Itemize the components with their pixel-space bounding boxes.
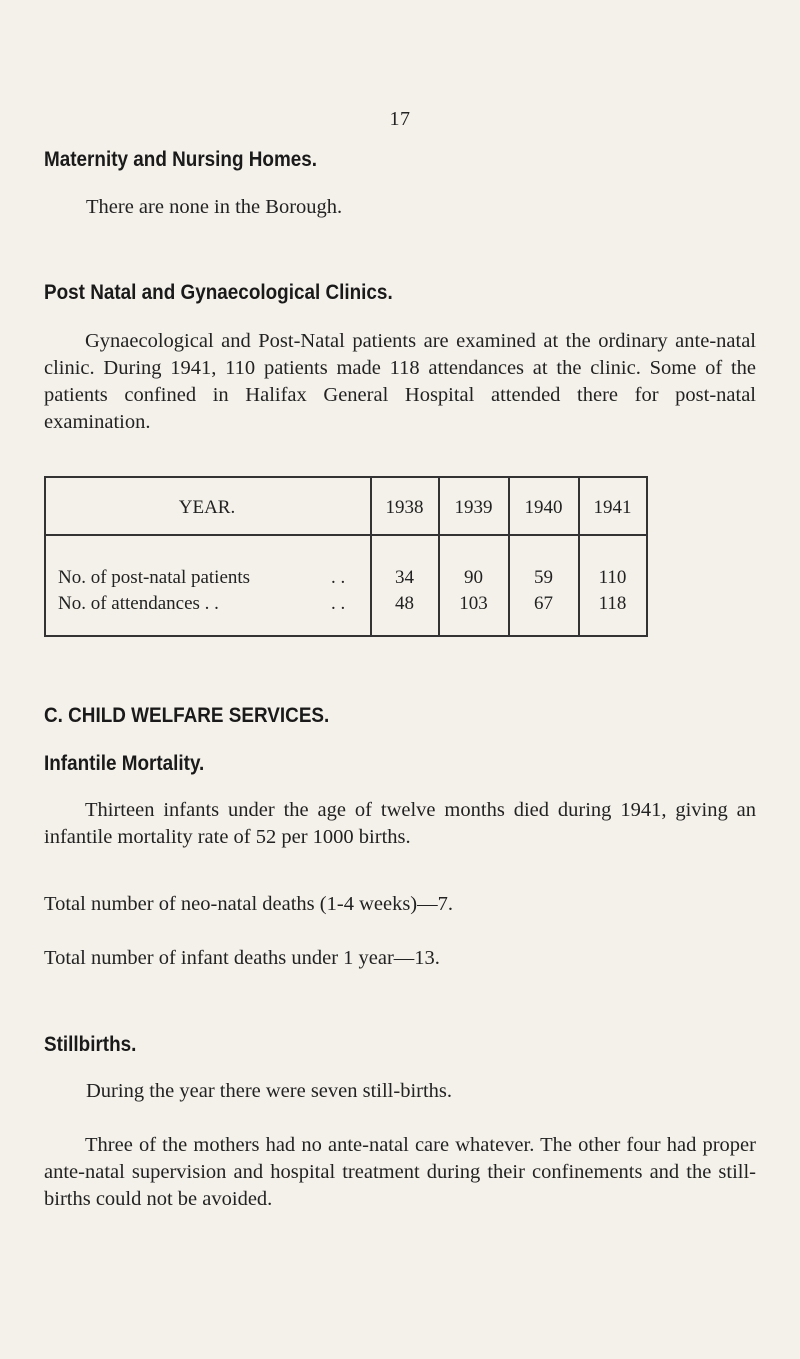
attendance-table (44, 476, 648, 637)
table-header-rule (44, 534, 648, 536)
table-header-1938: 1938 (385, 497, 424, 518)
table-header-1940: 1940 (524, 497, 563, 518)
maternity-homes-text: There are none in the Borough. (86, 196, 343, 218)
table-cell: 34 (395, 567, 414, 588)
table-cell: 67 (534, 593, 553, 614)
table-cell: 48 (395, 593, 414, 614)
table-cell: 90 (464, 567, 483, 588)
table-row-leader: . . (331, 593, 346, 614)
heading-clinics: Post Natal and Gynaecological Clinics. (44, 281, 393, 304)
table-cell: 118 (598, 593, 627, 614)
table-bottom-rule (44, 635, 648, 637)
table-row-label: No. of post-natal patients (58, 567, 251, 588)
heading-stillbirths: Stillbirths. (44, 1033, 137, 1056)
table-cell: 103 (459, 593, 488, 614)
table-header-1939: 1939 (454, 497, 493, 518)
infant-deaths-line: Total number of infant deaths under 1 year—13. (44, 947, 440, 969)
heading-child-welfare: C. CHILD WELFARE SERVICES. (44, 704, 330, 727)
heading-maternity-homes: Maternity and Nursing Homes. (44, 148, 318, 171)
clinics-paragraph: Gynaecological and Post-Natal patients are examined at the ordinary ante-natal clinic. During 1941, 110 patients made 118 attendances at the clinic. Some of the patients confined in Halifax General Hospital attended there for post-natal examination. (44, 330, 756, 433)
table-row-label: No. of attendances . . (58, 593, 219, 614)
table-cell: 59 (534, 567, 553, 588)
infantile-mortality-paragraph: Thirteen infants under the age of twelve months died during 1941, giving an infantile mortality rate of 52 per 1000 births. (44, 799, 756, 848)
stillbirths-paragraph: Three of the mothers had no ante-natal care whatever. The other four had proper ante-natal supervision and hospital treatment during their confinements and the still-births could not be avoided. (44, 1134, 756, 1210)
table-top-rule (44, 476, 648, 478)
table-row-leader: . . (331, 567, 346, 588)
stillbirths-line: During the year there were seven still-births. (86, 1080, 453, 1102)
table-header-1941: 1941 (593, 497, 632, 518)
heading-infantile-mortality: Infantile Mortality. (44, 752, 205, 775)
table-cell: 110 (598, 567, 627, 588)
neonatal-deaths-line: Total number of neo-natal deaths (1-4 weeks)—7. (44, 893, 453, 915)
table-right-rule (646, 476, 648, 637)
table-header-year: YEAR. (178, 497, 236, 518)
page-number: 17 (389, 108, 411, 130)
